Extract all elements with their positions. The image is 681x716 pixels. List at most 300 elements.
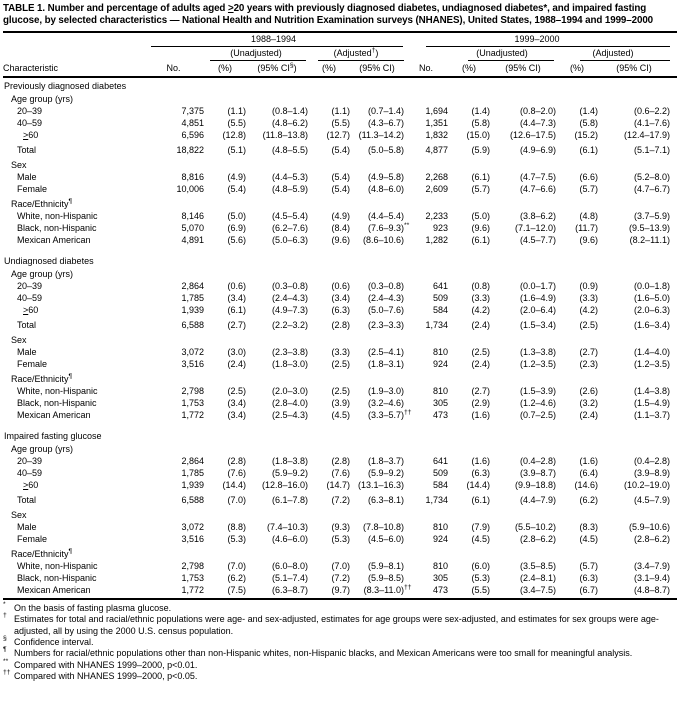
cell: (5.0)	[227, 210, 246, 221]
table-row	[3, 572, 677, 584]
cell: (6.1)	[471, 234, 490, 245]
cell: (2.5)	[227, 385, 246, 396]
cell: (1.2–4.6)	[519, 397, 556, 408]
cell: (0.0–1.8)	[633, 280, 670, 291]
column-header-ci: (95% CI)	[616, 62, 652, 73]
cell: (1.1–3.7)	[633, 409, 670, 420]
row-label: 20–39	[17, 105, 43, 116]
cell: (2.3)	[579, 358, 598, 369]
cell: 473	[432, 409, 448, 420]
cell: (4.5–5.4)	[271, 210, 308, 221]
cell: 2,609	[425, 183, 448, 194]
section-title-row	[3, 255, 677, 267]
cell: (5.9–9.2)	[367, 467, 404, 478]
cell: (2.4)	[227, 358, 246, 369]
cell: (14.7)	[326, 479, 350, 490]
cell: (7.2)	[331, 572, 350, 583]
cell: (1.2–3.5)	[633, 358, 670, 369]
cell: (7.6–9.3)**	[367, 221, 410, 233]
table-row	[3, 346, 677, 358]
group-label-row	[3, 268, 677, 280]
cell: (6.1–7.8)	[271, 494, 308, 505]
cell: (5.9–8.5)	[367, 572, 404, 583]
cell: (1.2–3.5)	[519, 358, 556, 369]
row-label: Total	[17, 144, 37, 155]
cell: (2.5)	[331, 385, 350, 396]
cell: (5.7)	[579, 183, 598, 194]
cell: 1,734	[425, 319, 448, 330]
cell: (3.4)	[227, 409, 246, 420]
cell: 1,772	[181, 584, 204, 595]
cell: (1.6–3.4)	[633, 319, 670, 330]
cell: (3.7–5.9)	[633, 210, 670, 221]
footnote-text: Estimates for total and racial/ethnic populations were age- and sex-adjusted, estimates for age groups were sex-adjusted, and estimates for sex groups were age-adjusted, all by using the 2000 U.S. census population.	[14, 614, 659, 636]
cell: 1,832	[425, 129, 448, 140]
cell: (9.7)	[331, 584, 350, 595]
cell: (6.1)	[227, 304, 246, 315]
cell: (9.3)	[331, 521, 350, 532]
group-label: (Adjusted†)	[333, 46, 379, 58]
section-title-row	[3, 80, 677, 92]
cell: (7.4–10.3)	[266, 521, 308, 532]
table-row	[3, 183, 677, 195]
footnote-text: Compared with NHANES 1999–2000, p<0.01.	[14, 659, 198, 670]
table-row	[3, 479, 677, 491]
table-row	[3, 358, 677, 370]
footnote: †† Compared with NHANES 1999–2000, p<0.05.	[3, 669, 198, 682]
table-row	[3, 234, 677, 246]
cell: (5.4)	[331, 183, 350, 194]
table-bottom-rule	[3, 598, 677, 600]
cell: (2.5)	[579, 319, 598, 330]
cell: (11.8–13.8)	[262, 129, 308, 140]
cell: (4.7–6.7)	[633, 183, 670, 194]
cell: 641	[432, 455, 448, 466]
cell: (6.4)	[579, 467, 598, 478]
cell: (2.8–6.2)	[519, 533, 556, 544]
cell: (5.5)	[331, 117, 350, 128]
cell: (13.1–16.3)	[357, 479, 404, 490]
cell: (8.4)	[331, 222, 350, 233]
cell: (4.5–7.9)	[633, 494, 670, 505]
cell: (2.5–4.3)	[271, 409, 308, 420]
cell: (6.2)	[579, 494, 598, 505]
cell: (5.8)	[579, 117, 598, 128]
column-header-pct: (%)	[322, 62, 336, 73]
footnote-text: Numbers for racial/ethnic populations other than non-Hispanic whites, non-Hispanic blacks, and Mexican Americans were too small for meaningful analysis.	[14, 648, 633, 659]
cell: 810	[432, 385, 448, 396]
group-label: (Adjusted)	[592, 47, 634, 58]
table-row	[3, 521, 677, 533]
cell: (6.0)	[471, 560, 490, 571]
cell: (1.8–3.7)	[367, 455, 404, 466]
cell: (3.8–6.2)	[519, 210, 556, 221]
cell: 584	[432, 479, 448, 490]
footnote-text: Compared with NHANES 1999–2000, p<0.05.	[14, 671, 198, 682]
row-label: White, non-Hispanic	[17, 210, 98, 221]
cell: (6.3–8.7)	[271, 584, 308, 595]
cell: (5.6)	[227, 234, 246, 245]
cell: (1.8–3.1)	[367, 358, 404, 369]
cell: (9.6)	[331, 234, 350, 245]
table-title	[3, 3, 679, 28]
cell: 2,268	[425, 171, 448, 182]
cell: 3,072	[181, 521, 204, 532]
cell: (15.0)	[466, 129, 490, 140]
cell: 1,772	[181, 409, 204, 420]
cell: 1,939	[181, 304, 204, 315]
cell: (2.5)	[331, 358, 350, 369]
cell: 305	[432, 572, 448, 583]
column-header-pct: (%)	[462, 62, 476, 73]
table-row	[3, 222, 677, 234]
cell: (5.0)	[471, 210, 490, 221]
cell: (4.8–5.5)	[271, 144, 308, 155]
cell: 473	[432, 584, 448, 595]
group-label-row	[3, 159, 677, 171]
cell: (0.8–2.0)	[519, 105, 556, 116]
cell: (8.3)	[579, 521, 598, 532]
cell: (7.0)	[227, 560, 246, 571]
cell: (12.6–17.5)	[509, 129, 556, 140]
cell: (2.7)	[579, 346, 598, 357]
cell: (6.2–7.6)	[271, 222, 308, 233]
cell: (2.9)	[471, 397, 490, 408]
cell: 2,864	[181, 280, 204, 291]
cell: (1.9–3.0)	[367, 385, 404, 396]
cell: 584	[432, 304, 448, 315]
cell: (5.0–7.6)	[367, 304, 404, 315]
cell: (3.4)	[227, 292, 246, 303]
cell: (3.9–8.9)	[633, 467, 670, 478]
table-row	[3, 280, 677, 292]
cell: (2.8)	[331, 319, 350, 330]
cell: (4.4–7.9)	[519, 494, 556, 505]
cell: (15.2)	[574, 129, 598, 140]
header-spacer	[3, 33, 143, 47]
cell: (0.3–0.8)	[271, 280, 308, 291]
cell: (0.4–2.8)	[633, 455, 670, 466]
table-row	[3, 533, 677, 545]
group-label-row	[3, 443, 677, 455]
cell: 6,588	[181, 494, 204, 505]
title-text: TABLE 1. Number and percentage of adults aged	[3, 3, 228, 14]
cell: 1,753	[181, 572, 204, 583]
group-label-row	[3, 373, 677, 385]
cell: (3.4)	[331, 292, 350, 303]
row-label: Black, non-Hispanic	[17, 397, 97, 408]
row-label: >60	[23, 479, 39, 490]
row-label: Race/Ethnicity¶	[11, 197, 73, 209]
adjusted-group-1	[308, 47, 404, 61]
cell: (3.3)	[579, 292, 598, 303]
row-label: Mexican American	[17, 409, 91, 420]
cell: (1.3–3.8)	[519, 346, 556, 357]
cell: (1.4)	[471, 105, 490, 116]
cell: 6,596	[181, 129, 204, 140]
cell: (11.7)	[575, 222, 598, 233]
group-label-row	[3, 198, 677, 210]
cell: (1.8–3.0)	[271, 358, 308, 369]
footnote: † Estimates for total and racial/ethnic populations were age- and sex-adjusted, estimates for age groups were sex-adjusted, and estimates for sex groups were age-adjusted, all by using the 2000 U.S. census population.	[3, 612, 659, 636]
section-title: Impaired fasting glucose	[4, 430, 102, 441]
cell: (2.0–3.0)	[271, 385, 308, 396]
cell: 4,877	[425, 144, 448, 155]
cell: 3,072	[181, 346, 204, 357]
cell: (2.4)	[471, 319, 490, 330]
cell: (6.7)	[579, 584, 598, 595]
cell: (4.5)	[331, 409, 350, 420]
cell: (2.3–3.3)	[367, 319, 404, 330]
cell: (3.3)	[331, 346, 350, 357]
cell: (1.4)	[579, 105, 598, 116]
cell: (1.5–4.9)	[633, 397, 670, 408]
cell: (8.2–11.1)	[629, 234, 670, 245]
cell: (3.4)	[227, 397, 246, 408]
cell: (2.5–4.1)	[367, 346, 404, 357]
cell: 923	[432, 222, 448, 233]
cell: (4.5)	[579, 533, 598, 544]
cell: (9.6)	[579, 234, 598, 245]
cell: (6.3)	[579, 572, 598, 583]
cell: (2.4–4.3)	[271, 292, 308, 303]
cell: (5.0–6.3)	[271, 234, 308, 245]
row-label: Male	[17, 521, 37, 532]
cell: (3.9–8.7)	[519, 467, 556, 478]
cell: (6.1)	[471, 171, 490, 182]
cell: (4.1–7.6)	[633, 117, 670, 128]
cell: 5,070	[181, 222, 204, 233]
cell: (7.0)	[227, 494, 246, 505]
cell: (3.3)	[471, 292, 490, 303]
cell: 1,694	[425, 105, 448, 116]
cell: (9.6)	[471, 222, 490, 233]
table-row	[3, 584, 677, 596]
cell: (6.1)	[471, 494, 490, 505]
cell: (4.9)	[227, 171, 246, 182]
cell: (4.2)	[471, 304, 490, 315]
cell: (12.7)	[326, 129, 350, 140]
cell: (4.5–6.0)	[367, 533, 404, 544]
cell: 2,864	[181, 455, 204, 466]
adjusted-group-2	[556, 47, 670, 61]
cell: (0.7–2.5)	[519, 409, 556, 420]
cell: (5.9–8.1)	[367, 560, 404, 571]
table-row	[3, 292, 677, 304]
row-label: Mexican American	[17, 234, 91, 245]
cell: (6.3)	[471, 467, 490, 478]
row-label: Sex	[11, 159, 27, 170]
row-label: >60	[23, 129, 39, 140]
row-label: >60	[23, 304, 39, 315]
cell: 7,375	[181, 105, 204, 116]
cell: (2.8)	[331, 455, 350, 466]
group-label-row	[3, 334, 677, 346]
cell: 1,785	[181, 292, 204, 303]
cell: (5.3)	[331, 533, 350, 544]
period-group-1988-1994	[143, 33, 404, 47]
row-label: Age group (yrs)	[11, 443, 74, 454]
cell: (14.4)	[466, 479, 490, 490]
cell: (2.0–6.4)	[519, 304, 556, 315]
column-header-no: No.	[166, 62, 181, 73]
cell: (4.7–6.6)	[519, 183, 556, 194]
cell: 509	[432, 467, 448, 478]
table-row	[3, 385, 677, 397]
cell: (2.6)	[579, 385, 598, 396]
group-label: (Unadjusted)	[476, 47, 528, 58]
cell: (12.8–16.0)	[261, 479, 308, 490]
table-row	[3, 455, 677, 467]
cell: (6.6)	[579, 171, 598, 182]
table-body	[3, 80, 677, 596]
cell: (4.4–5.4)	[367, 210, 404, 221]
column-header-characteristic: Characteristic	[3, 62, 59, 73]
cell: (5.9–9.2)	[271, 467, 308, 478]
cell: (6.2)	[227, 572, 246, 583]
row-label: 40–59	[17, 117, 43, 128]
group-label: (Unadjusted)	[230, 47, 282, 58]
cell: (4.9)	[331, 210, 350, 221]
cell: (1.1)	[331, 105, 350, 116]
cell: (9.9–18.8)	[514, 479, 556, 490]
cell: (0.8–1.4)	[271, 105, 308, 116]
table-row	[3, 304, 677, 316]
group-label-row	[3, 93, 677, 105]
cell: (5.0–5.8)	[367, 144, 404, 155]
cell: 1,939	[181, 479, 204, 490]
cell: (4.6–6.0)	[271, 533, 308, 544]
unadjusted-group-1	[204, 47, 308, 61]
cell: (6.9)	[227, 222, 246, 233]
cell: (3.4–7.9)	[633, 560, 670, 571]
cell: (7.0)	[331, 560, 350, 571]
cell: (4.8–6.2)	[271, 117, 308, 128]
header-spacer	[3, 47, 204, 61]
row-label: Female	[17, 533, 48, 544]
cell: (11.3–14.2)	[358, 129, 404, 140]
section-title-row	[3, 430, 677, 442]
cell: (5.5–10.2)	[514, 521, 556, 532]
cell: (14.6)	[574, 479, 598, 490]
cell: (2.8–4.0)	[271, 397, 308, 408]
cell: (3.4–7.5)	[519, 584, 556, 595]
row-label: 20–39	[17, 455, 43, 466]
cell: (0.6)	[227, 280, 246, 291]
cell: (0.4–2.8)	[519, 455, 556, 466]
title-text-continued: 20 years with previously diagnosed diabetes, undiagnosed diabetes*, and impaired fasting glucose, by selected characteristics — National Health and Nutrition Examination surveys (NHANES), United States, 1988–1994 and 1999–2000	[3, 3, 654, 27]
cell: (0.6–2.2)	[633, 105, 670, 116]
cell: (5.1–7.4)	[271, 572, 308, 583]
total-row	[3, 494, 677, 506]
column-header-pct: (%)	[570, 62, 584, 73]
cell: (6.0–8.0)	[271, 560, 308, 571]
cell: 3,516	[181, 358, 204, 369]
period-label: 1988–1994	[250, 33, 297, 44]
cell: (3.2)	[579, 397, 598, 408]
column-header-pct: (%)	[218, 62, 232, 73]
cell: (4.5–7.7)	[519, 234, 556, 245]
period-label: 1999–2000	[514, 33, 560, 44]
row-label: Male	[17, 171, 37, 182]
total-row	[3, 144, 677, 156]
cell: (14.4)	[222, 479, 246, 490]
row-label: Female	[17, 183, 48, 194]
table-row	[3, 560, 677, 572]
cell: 8,146	[181, 210, 204, 221]
cell: (5.8)	[471, 117, 490, 128]
cell: (6.3)	[331, 304, 350, 315]
row-label: Female	[17, 358, 48, 369]
cell: (0.7–1.4)	[367, 105, 404, 116]
cell: (0.9)	[579, 280, 598, 291]
cell: 1,734	[425, 494, 448, 505]
cell: (4.4–5.3)	[271, 171, 308, 182]
cell: (5.4)	[227, 183, 246, 194]
cell: (8.8)	[227, 521, 246, 532]
row-label: Age group (yrs)	[11, 93, 74, 104]
cell: (7.2)	[331, 494, 350, 505]
footnote: § Confidence interval.	[3, 635, 94, 648]
cell: 3,516	[181, 533, 204, 544]
cell: (3.5–8.5)	[519, 560, 556, 571]
cell: (3.0)	[227, 346, 246, 357]
cell: (2.4)	[471, 358, 490, 369]
cell: 2,233	[425, 210, 448, 221]
footnote: * On the basis of fasting plasma glucose.	[3, 600, 172, 613]
cell: (1.4–3.8)	[633, 385, 670, 396]
cell: (4.9–7.3)	[271, 304, 308, 315]
cell: (5.7)	[471, 183, 490, 194]
table-row	[3, 210, 677, 222]
footnote-text: On the basis of fasting plasma glucose.	[14, 602, 172, 613]
cell: (2.2–3.2)	[271, 319, 308, 330]
row-label: 20–39	[17, 280, 43, 291]
cell: 4,851	[181, 117, 204, 128]
cell: (4.4–7.3)	[519, 117, 556, 128]
table-row	[3, 117, 677, 129]
cell: (9.5–13.9)	[628, 222, 670, 233]
cell: (7.8–10.8)	[362, 521, 404, 532]
cell: (5.3)	[227, 533, 246, 544]
cell: (0.6)	[331, 280, 350, 291]
cell: (2.3–3.8)	[271, 346, 308, 357]
cell: (5.5)	[227, 117, 246, 128]
column-header-ci: (95% CI§)	[257, 61, 297, 73]
cell: (1.6–5.0)	[633, 292, 670, 303]
cell: (0.8)	[471, 280, 490, 291]
row-label: White, non-Hispanic	[17, 560, 98, 571]
cell: (1.5–3.4)	[519, 319, 556, 330]
cell: 641	[432, 280, 448, 291]
table-header	[3, 33, 677, 75]
cell: 2,798	[181, 560, 204, 571]
row-label: Age group (yrs)	[11, 268, 74, 279]
cell: 4,891	[181, 234, 204, 245]
cell: (2.7)	[471, 385, 490, 396]
cell: (7.1–12.0)	[514, 222, 556, 233]
cell: (2.4)	[579, 409, 598, 420]
cell: (4.9–6.9)	[519, 144, 556, 155]
cell: 509	[432, 292, 448, 303]
row-label: White, non-Hispanic	[17, 385, 98, 396]
cell: (4.8–8.7)	[633, 584, 670, 595]
cell: (7.6)	[227, 467, 246, 478]
cell: 924	[432, 358, 448, 369]
cell: (2.7)	[227, 319, 246, 330]
cell: (1.1)	[227, 105, 246, 116]
table-row	[3, 129, 677, 141]
